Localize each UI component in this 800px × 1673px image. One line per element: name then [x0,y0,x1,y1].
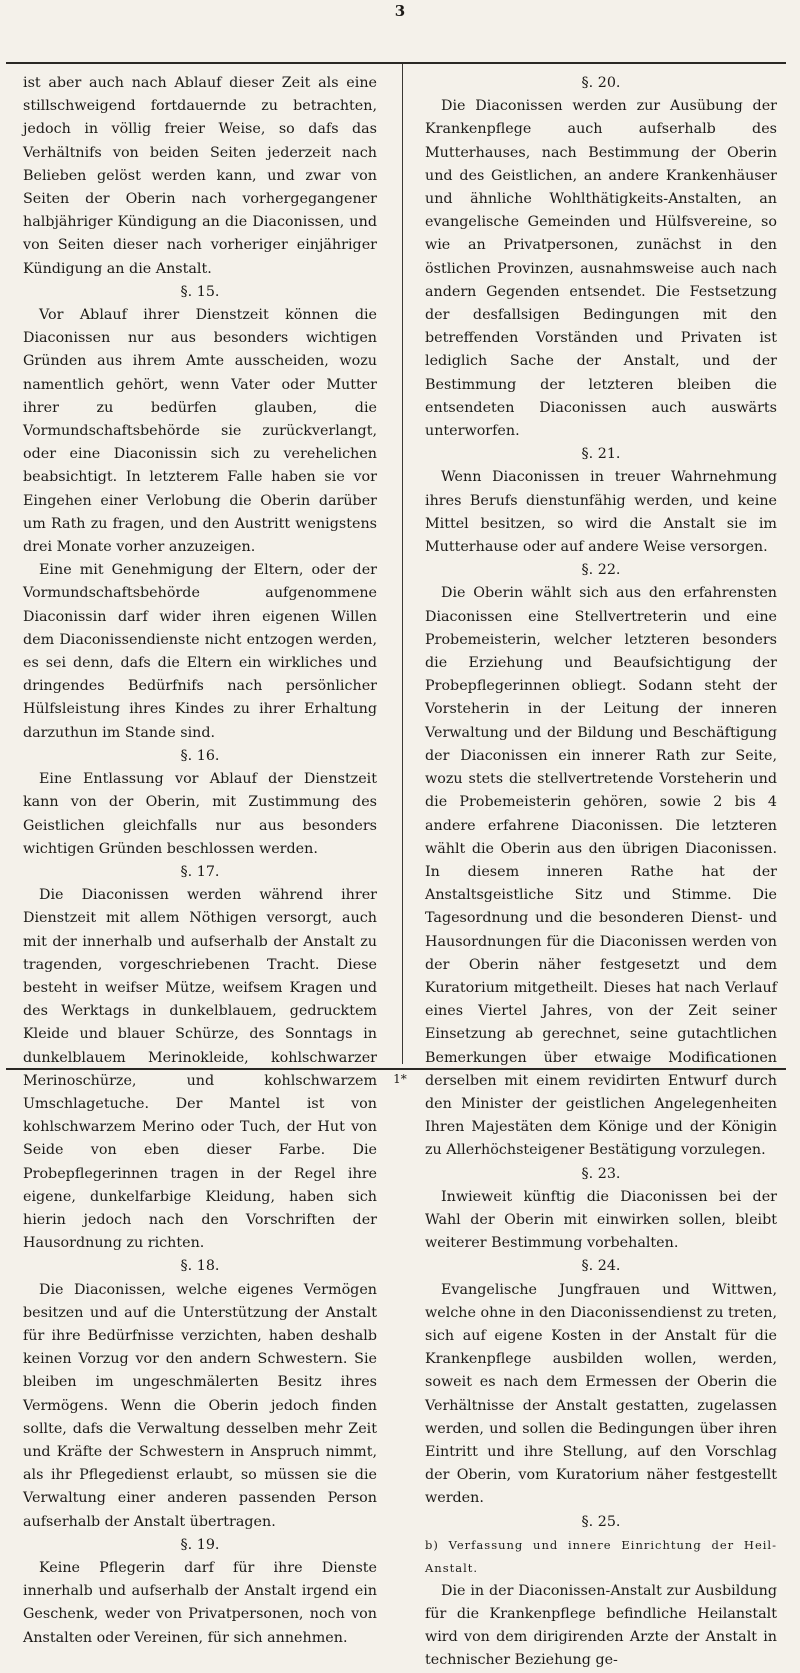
paragraph: ist aber auch nach Ablauf dieser Zeit als eine stillschweigend fortdauernde zu betrachten, jedoch in völlig freier Weise, so dafs das Verhältnifs von beiden Seiten jederzeit nach Belieben gelöst werden kann, und zwar von Seiten der Oberin nach vorhergegangener halbjähriger Kündigung an die Diaconissen, und von Seiten dieser nach vorheriger einjähriger Kündigung an die Anstalt. [23,75,377,277]
column-divider [402,64,403,1064]
paragraph: Eine Entlassung vor Ablauf der Dienstzeit kann von der Oberin, mit Zustimmung des Geistlichen gleichfalls nur aus besonders wichtigen Gründen beschlossen werden. [23,771,377,857]
subsection-heading: b) Verfassung und innere Einrichtung der Heil-Anstalt. [425,1537,777,1575]
section-heading: §. 22. [581,562,621,579]
section-heading: §. 21. [581,446,621,463]
paragraph: Keine Pflegerin darf für ihre Dienste innerhalb und aufserhalb der Anstalt irgend ein Geschenk, weder von Privatpersonen, noch von Anstalten oder Vereinen, für sich annehmen. [23,1560,377,1646]
section-heading: §. 18. [180,1258,220,1275]
section-heading: §. 17. [180,863,220,880]
section-heading: §. 25. [581,1513,621,1530]
section-heading: §. 24. [581,1258,621,1275]
section-heading: §. 19. [180,1536,220,1553]
section-heading: §. 20. [581,75,621,91]
page-number: 3 [394,2,406,20]
signature-mark: 1* [393,1072,407,1086]
paragraph: Die in der Diaconissen-Anstalt zur Ausbildung für die Krankenpflege befindliche Heilanstalt wird von dem dirigirenden Arzte der Anstalt in technischer Beziehung ge- [425,1582,777,1669]
section-heading: §. 16. [180,747,220,764]
right-column [425,72,777,1673]
paragraph: Evangelische Jungfrauen und Wittwen, welche ohne in den Diaconissendienst zu treten, sich auf eigene Kosten in der Anstalt für die Krankenpflege ausbilden wollen, werden, soweit es nach dem Ermessen der Oberin die Verhältnisse der Anstalt gestatten, zugelassen werden, und sollen die Bedingungen über ihren Eintritt und ihre Stellung, auf den Vorschlag der Oberin, vom Kuratorium näher festgestellt werden. [425,1281,777,1507]
paragraph: Eine mit Genehmigung der Eltern, oder der Vormundschaftsbehörde aufgenommene Diaconissin darf wider ihren eigenen Willen dem Diaconissendienste nicht entzogen werden, es sei denn, dafs die Eltern ein wirkliches und dringendes Bedürfnifs nach persönlicher Hülfsleistung ihres Kindes zu ihrer Erhaltung darzuthun im Stande sind. [23,562,377,741]
paragraph: Vor Ablauf ihrer Dienstzeit können die Diaconissen nur aus besonders wichtigen Gründen aus ihrem Amte ausscheiden, wozu namentlich gehört, wenn Vater oder Mutter ihrer zu bedürfen glauben, die Vormundschaftsbehörde sie zurückverlangt, oder eine Diaconissin sich zu verehelichen beabsichtigt. In letzterem Falle haben sie vor Eingehen einer Verlobung die Oberin darüber um Rath zu fragen, und den Austritt wenigstens drei Monate vorher anzuzeigen. [23,307,377,556]
paragraph: Die Diaconissen werden während ihrer Dienstzeit mit allem Nöthigen versorgt, auch mit der innerhalb und aufserhalb der Anstalt zu tragenden, vorgeschriebenen Tracht. Diese besteht in weifser Mütze, weifsem Kragen und des Werktags in dunkelblauem, gedrucktem Kleide und blauer Schürze, des Sonntags in dunkelblauem Merinokleide, kohlschwarzer Merinoschürze, und kohlschwarzem Umschlagetuche. Der Mantel ist von kohlschwarzem Merino oder Tuch, der Hut von Seide von eben dieser Farbe. Die Probepflegerinnen tragen in der Regel ihre eigene, dunkelfarbige Kleidung, haben sich hierin jedoch nach den Vorschriften der Hausordnung zu richten. [23,887,377,1252]
paragraph: Die Diaconissen, welche eigenes Vermögen besitzen und auf die Unterstützung der Anstalt für ihre Bedürfnisse verzichten, haben deshalb keinen Vorzug vor den andern Schwestern. Sie bleiben im ungeschmälerten Besitz ihres Vermögens. Wenn die Oberin jedoch finden sollte, dafs die Verwaltung desselben mehr Zeit und Kräfte der Schwestern in Anspruch nimmt, als ihr Pflegedienst erlaubt, so müssen sie die Verwaltung einer anderen passenden Person aufserhalb der Anstalt übertragen. [23,1281,377,1530]
paragraph: Die Oberin wählt sich aus den erfahrensten Diaconissen eine Stellvertreterin und eine Probemeisterin, welcher letzteren besonders die Erziehung und Beaufsichtigung der Probepflegerinnen obliegt. Sodann steht der Vorsteherin in der Leitung der inneren Verwaltung und der Bildung und Beschäftigung der Diaconissen ein innerer Rath zur Seite, wozu stets die stellvertretende Vorsteherin und die Probemeisterin gehören, sowie 2 bis 4 andere erfahrene Diaconissen. Die letzteren wählt die Oberin aus den übrigen Diaconissen. In diesem inneren Rathe hat der Anstaltsgeistliche Sitz und Stimme. Die Tagesordnung und die besonderen Dienst- und Hausordnungen für die Diaconissen werden von der Oberin näher festgesetzt und dem Kuratorium mitgetheilt. Dieses hat nach Verlauf eines Viertel Jahres, von der Zeit seiner Einsetzung ab gerechnet, seine gutachtlichen Bemerkungen über etwaige Modificationen derselben mit einem revidirten Entwurf durch den Minister der geistlichen Angelegenheiten Ihren Majestäten dem Könige und der Königin zu Allerhöchsteigener Bestätigung vorzulegen. [425,585,777,1159]
section-heading: §. 23. [581,1165,621,1182]
left-column [23,72,377,1650]
paragraph: Die Diaconissen werden zur Ausübung der Krankenpflege auch aufserhalb des Mutterhauses, nach Bestimmung der Oberin und des Geistlichen, an andere Krankenhäuser und ähnliche Wohlthätigkeits-Anstalten, an evangelische Gemeinden und Hülfsvereine, so wie an Privatpersonen, zunächst in den östlichen Provinzen, ausnahmsweise auch nach andern Gegenden entsendet. Die Festsetzung der desfallsigen Bedingungen mit den betreffenden Vorständen und Privaten ist lediglich Sache der Anstalt, und der Bestimmung der letzteren bleiben die entsendeten Diaconissen auch auswärts unterworfen. [425,98,777,440]
paragraph: Wenn Diaconissen in treuer Wahrnehmung ihres Berufs dienstunfähig werden, und keine Mittel besitzen, so wird die Anstalt sie im Mutterhause oder auf andere Weise versorgen. [425,469,777,556]
section-heading: §. 15. [180,283,220,300]
paragraph: Inwieweit künftig die Diaconissen bei der Wahl der Oberin mit einwirken sollen, bleibt weiterer Bestimmung vorbehalten. [425,1188,777,1252]
